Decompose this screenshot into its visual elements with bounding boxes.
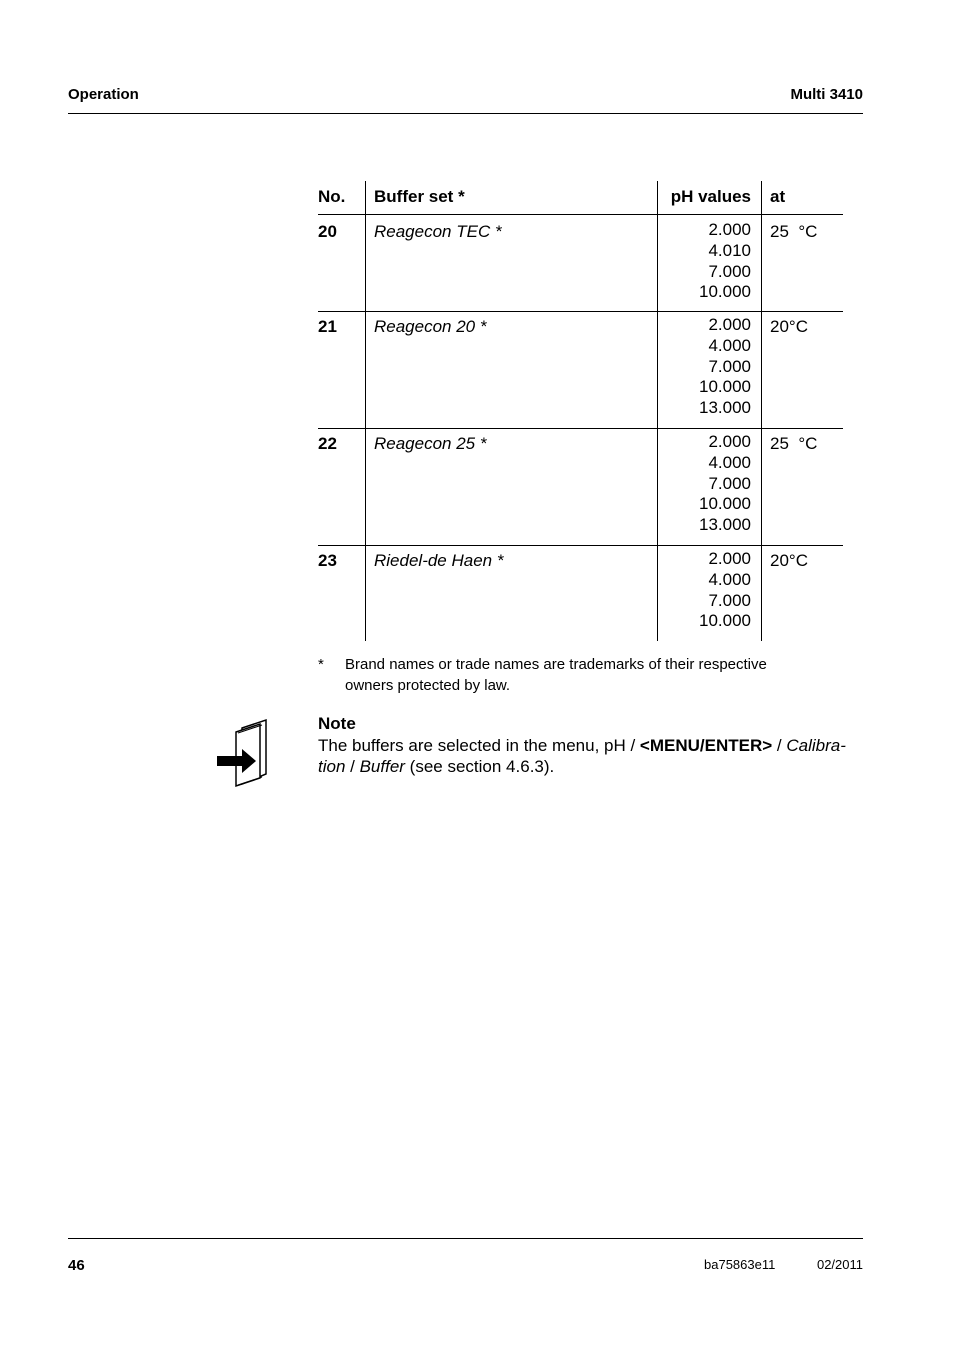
row-temperature: 20°C (770, 551, 808, 570)
header-rule (68, 113, 863, 114)
footnote-marker: * (318, 656, 324, 673)
menu-key: <MENU/ENTER> (639, 736, 773, 755)
row-buffer-set: Reagecon TEC * (374, 222, 502, 241)
row-no: 22 (318, 434, 337, 453)
row-no: 23 (318, 551, 337, 570)
table-row (318, 312, 843, 429)
ph-value: 13.000 (699, 398, 751, 418)
row-no: 21 (318, 317, 337, 336)
column-header-buffer-set: Buffer set * (374, 187, 465, 206)
footnote-line: owners protected by law. (345, 677, 511, 694)
row-ph-values (657, 220, 751, 303)
note-separator: / (772, 736, 787, 755)
note-separator: / (345, 757, 360, 776)
ph-value: 2.000 (708, 432, 751, 451)
ph-value: 2.000 (708, 549, 751, 568)
note-title: Note (318, 714, 356, 733)
buffer-table (318, 181, 843, 641)
row-ph-values (657, 549, 751, 632)
menu-item-buffer: Buffer (359, 757, 405, 776)
ph-value: 10.000 (699, 494, 751, 514)
document-id: ba75863e11 (704, 1257, 776, 1272)
ph-value: 2.000 (708, 315, 751, 334)
row-no: 20 (318, 222, 337, 241)
row-temperature: 20°C (770, 317, 808, 336)
ph-value: 4.010 (708, 240, 751, 260)
footnote-line: Brand names or trade names are trademarks of their respective (345, 656, 767, 673)
row-ph-values (657, 315, 751, 419)
table-row (318, 429, 843, 546)
row-temperature: 25 °C (770, 222, 818, 241)
ph-value: 10.000 (699, 282, 751, 302)
ph-value: 10.000 (699, 611, 751, 631)
ph-value: 13.000 (699, 515, 751, 535)
table-row (318, 215, 843, 312)
column-header-no: No. (318, 187, 346, 206)
ph-value: 4.000 (708, 569, 751, 589)
book-arrow-icon (216, 718, 274, 788)
row-ph-values (657, 432, 751, 536)
row-buffer-set: Reagecon 25 * (374, 434, 487, 453)
note-text: The buffers are selected in the menu, pH / (318, 736, 640, 755)
header-section: Operation (68, 86, 139, 103)
ph-value: 4.000 (708, 452, 751, 472)
header-product: Multi 3410 (790, 86, 863, 103)
row-temperature: 25 °C (770, 434, 818, 453)
note-body (318, 735, 866, 777)
ph-value: 10.000 (699, 377, 751, 397)
document-date: 02/2011 (816, 1257, 863, 1272)
menu-item-calibration: Calibra-tion (318, 736, 846, 776)
row-buffer-set: Riedel-de Haen * (374, 551, 504, 570)
ph-value: 7.000 (708, 590, 751, 610)
row-buffer-set: Reagecon 20 * (374, 317, 487, 336)
page-number: 46 (68, 1257, 85, 1274)
ph-value: 7.000 (708, 261, 751, 281)
column-header-at: at (770, 187, 786, 206)
footer-rule (68, 1238, 863, 1239)
ph-value: 4.000 (708, 335, 751, 355)
ph-value: 2.000 (708, 220, 751, 239)
table-row (318, 546, 843, 641)
column-header-ph-values: pH values (670, 187, 751, 206)
note-text: (see section 4.6.3). (404, 757, 555, 776)
ph-value: 7.000 (708, 473, 751, 493)
table-header-row (318, 181, 843, 215)
ph-value: 7.000 (708, 356, 751, 376)
